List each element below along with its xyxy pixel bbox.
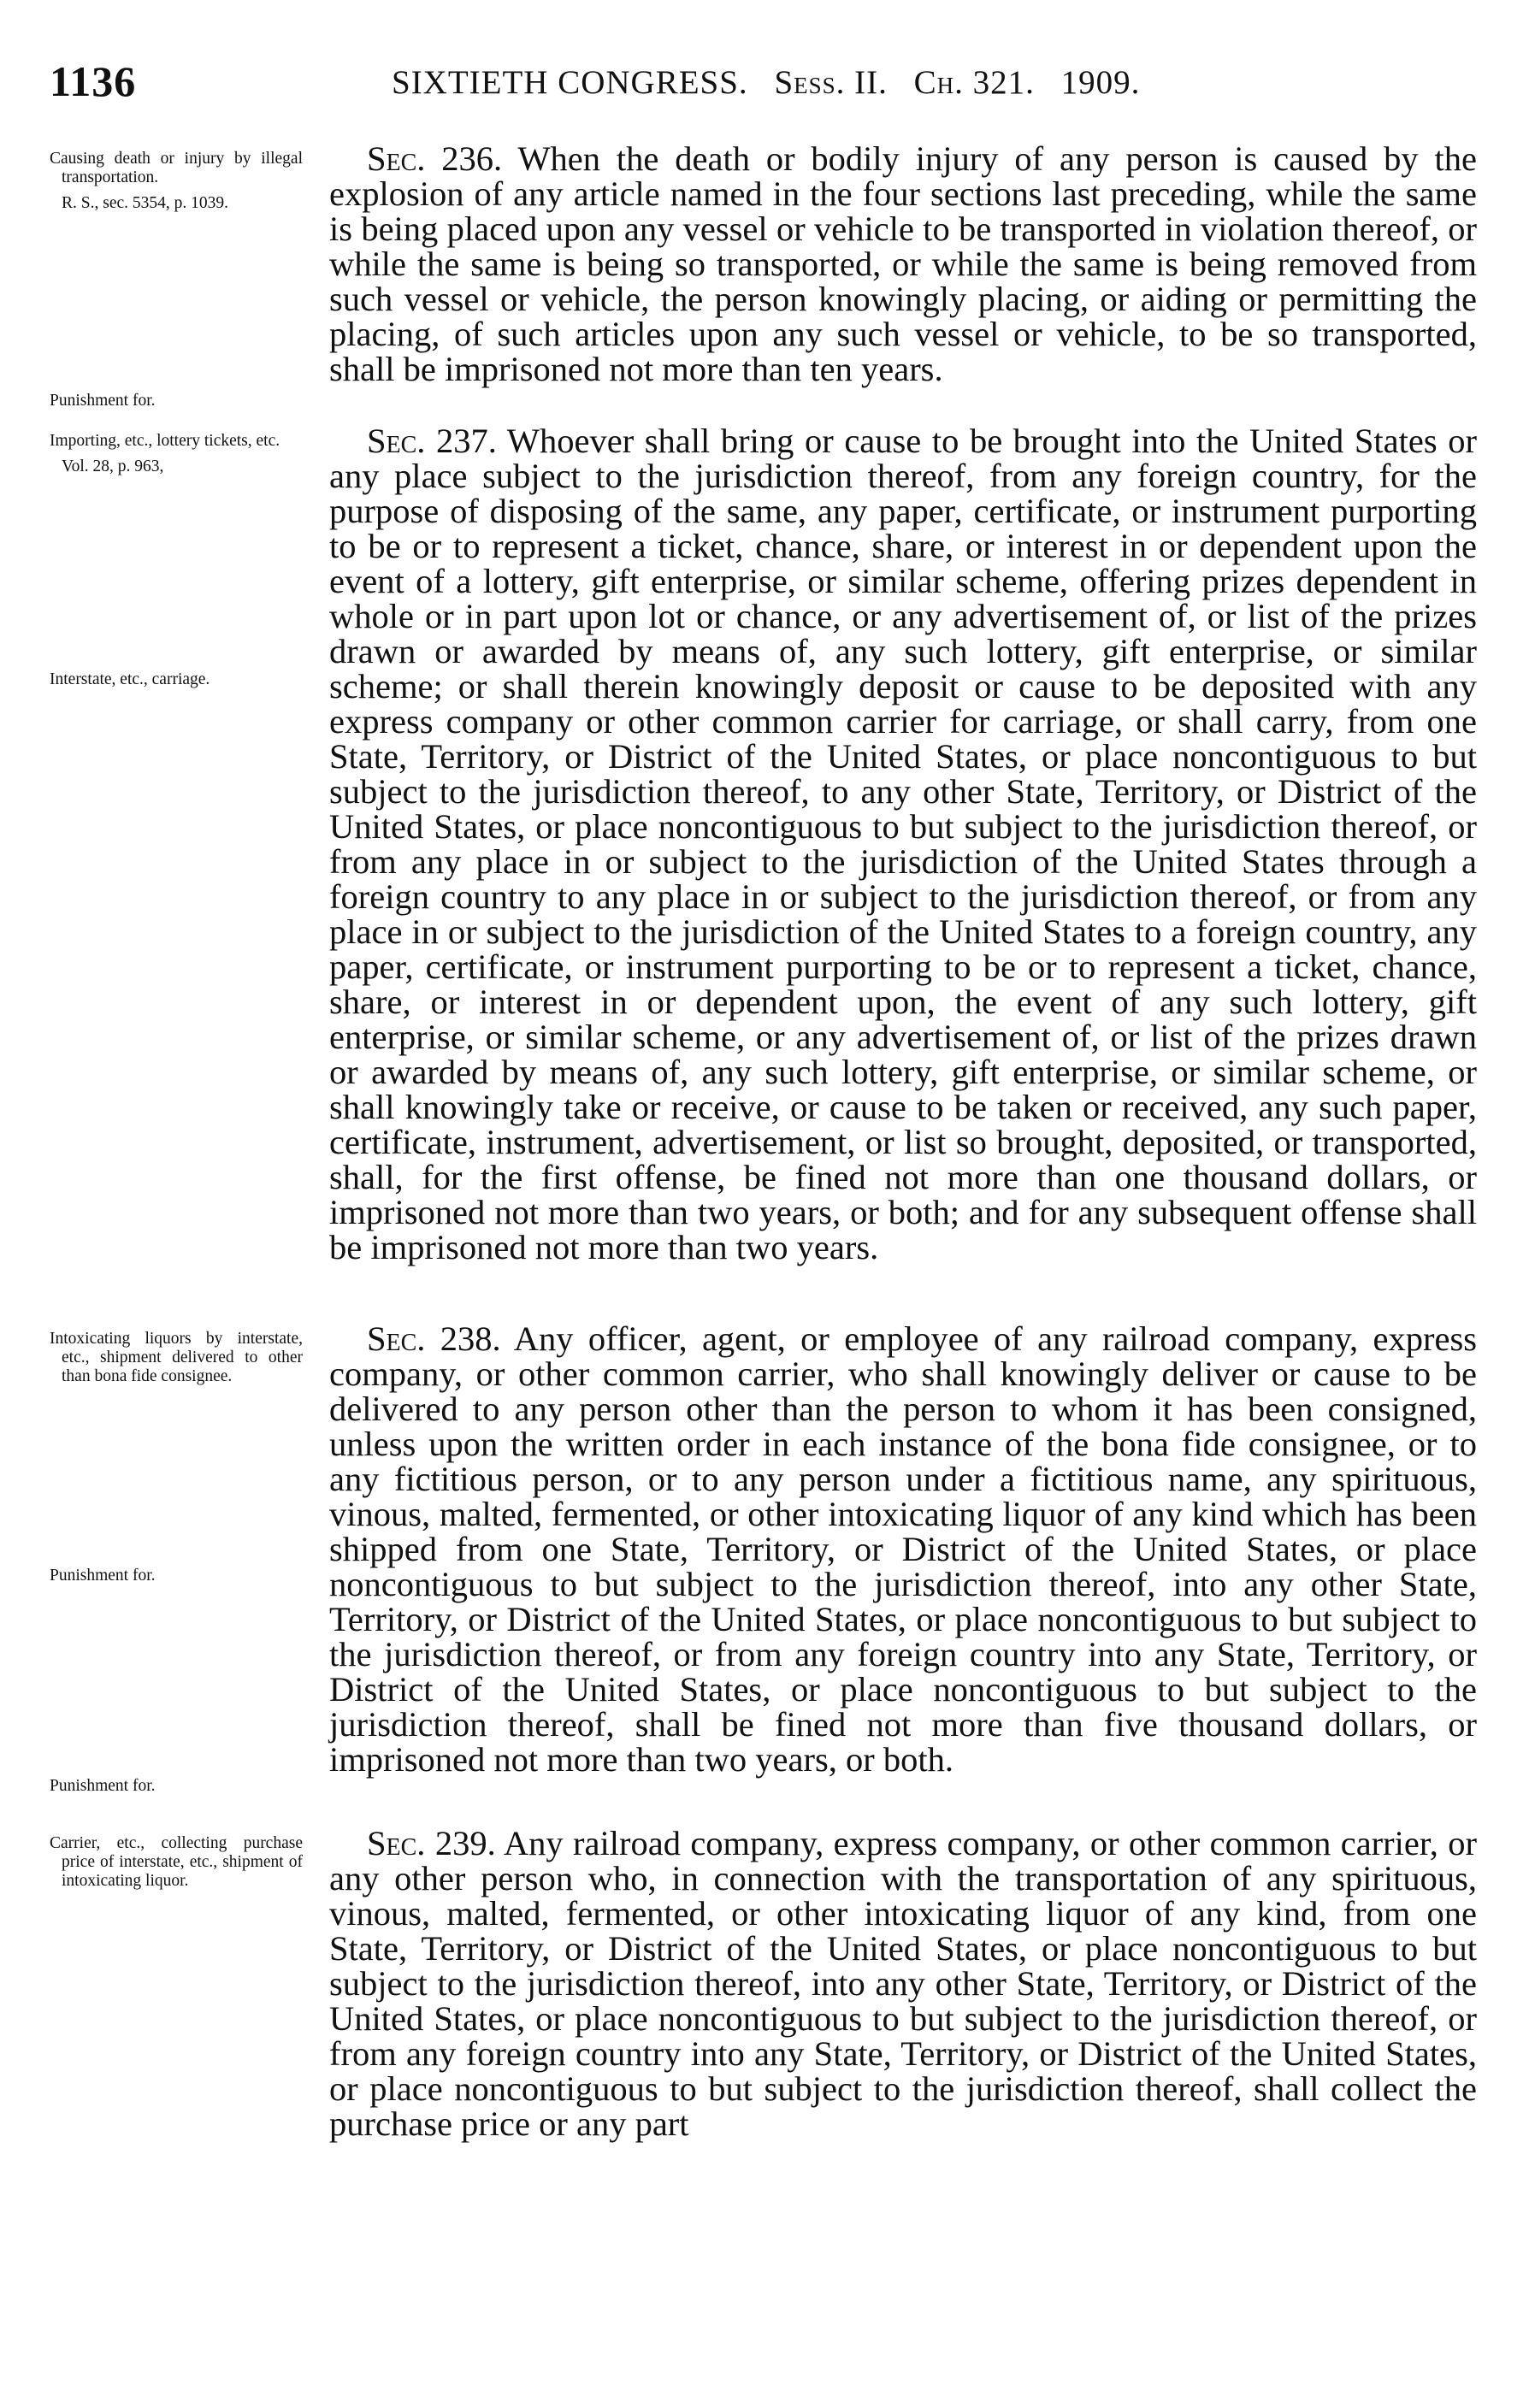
year-label: 1909. [1060,64,1141,101]
section-239 [50,1826,1478,2141]
section-body [329,423,1477,1265]
section-label: Sec. 239. [367,1824,496,1862]
session-label: Sess. II. [774,64,888,101]
section-label: Sec. 237. [367,422,497,460]
margin-note-punishment: Punishment for. [50,1777,156,1795]
margin-note-heading: Carrier, etc., collecting purchase price of interstate, etc., shipment of intoxicating liquor. [50,1834,303,1890]
section-paragraph [329,1826,1477,2141]
margin-note-heading: Causing death or injury by illegal transportation. [50,150,303,186]
running-head [392,63,1157,102]
section-text: Any railroad company, express company, or other common carrier, or any other person who, in connection with the transportation of any spirituous, vinous, malted, fermented, or other intoxicating liquor of any kind, from one State, Territory, or District of the United States, or place noncontiguous to but subject to the jurisdiction thereof, into any other State, Territory, or District of the United States, or place noncontiguous to but subject to the jurisdiction thereof, or from any foreign country into any State, Territory, or District of the United States, or place noncontiguous to but subject to the jurisdiction thereof, shall collect the purchase price or any part [329,1824,1478,2143]
margin-note-citation: R. S., sec. 5354, p. 1039. [62,194,228,212]
margin-note-punishment: Punishment for. [50,392,156,410]
margin-note-heading: Importing, etc., lottery tickets, etc. [50,432,280,450]
chapter-label: Ch. 321. [913,64,1035,101]
margin-note-punishment: Punishment for. [50,1567,156,1585]
section-body [329,141,1477,387]
margin-note-citation: Vol. 28, p. 963, [62,457,164,475]
margin-note-heading: Intoxicating liquors by interstate, etc., shipment delivered to other than bona fide consignee. [50,1330,303,1385]
page-header [50,56,1478,111]
page-body [50,141,1478,2141]
page-number: 1136 [50,57,137,105]
section-paragraph [329,141,1477,387]
section-paragraph [329,1321,1477,1777]
section-238 [50,1321,1478,1826]
section-text: When the death or bodily injury of any person is caused by the explosion of any article named in the four sections last preceding, while the same is being placed upon any vessel or vehicle to be transported in violation thereof, or while the same is being so transported, or while the same is being removed from such vessel or vehicle, the person knowingly placing, or aiding or permitting the placing, of such articles upon any such vessel or vehicle, to be so transported, shall be imprisoned not more than ten years. [329,139,1477,388]
margin-note-carriage: Interstate, etc., carriage. [50,670,210,688]
section-body [329,1321,1477,1777]
section-paragraph [329,423,1477,1265]
section-text: Whoever shall bring or cause to be brought into the United States or any place subject to the jurisdiction thereof, from any foreign country, for the purpose of disposing of the same, any paper, certificate, or instrument purporting to be or to represent a ticket, chance, share, or interest in or dependent upon the event of a lottery, gift enterprise, or similar scheme, offering prizes dependent in whole or in part upon lot or chance, or any advertisement of, or list of the prizes drawn or awarded by means of, any such lottery, gift enterprise, or similar scheme; or shall therein knowingly deposit or cause to be deposited with any express company or other common carrier for carriage, or shall carry, from one State, Territory, or District of the United States, or place noncontiguous to but subject to the jurisdiction thereof, to any other State, Territory, or District of the United States, or place noncontiguous to but subject to the jurisdiction thereof, or from any place in or subject to the jurisdiction of the United States through a foreign country to any place in or subject to the jurisdiction thereof, or from any place in or subject to the jurisdiction of the United States to a foreign country, any paper, certificate, or instrument purporting to be or to represent a ticket, chance, share, or interest in or dependent upon, the event of any such lottery, gift enterprise, or similar scheme, or any advertisement of, or list of the prizes drawn or awarded by means of, any such lottery, gift enterprise, or similar scheme, or shall knowingly take or receive, or cause to be taken or received, any such paper, certificate, instrument, advertisement, or list so brought, deposited, or transported, shall, for the first offense, be fined not more than one thousand dollars, or imprisoned not more than two years, or both; and for any subsequent offense shall be imprisoned not more than two years. [329,422,1477,1266]
margin-notes [50,1321,306,1826]
margin-notes [50,141,306,423]
section-236 [50,141,1478,423]
margin-notes [50,1826,306,1897]
section-body [329,1826,1477,2141]
congress-title: SIXTIETH CONGRESS. [392,64,748,101]
section-label: Sec. 236. [367,139,503,178]
section-text: Any officer, agent, or employee of any railroad company, express company, or other common carrier, who shall knowingly deliver or cause to be delivered to any person other than the person to whom it has been consigned, unless upon the written order in each instance of the bona fide consignee, or to any fictitious person, or to any person under a fictitious name, any spirituous, vinous, malted, fermented, or other intoxicating liquor of any kind which has been shipped from one State, Territory, or District of the United States, or place noncontiguous to but subject to the jurisdiction thereof, into any other State, Territory, or District of the United States, or place noncontiguous to but subject to the jurisdiction thereof, or from any foreign country into any State, Territory, or District of the United States, or place noncontiguous to but subject to the jurisdiction thereof, shall be fined not more than five thousand dollars, or imprisoned not more than two years, or both. [329,1319,1478,1779]
section-label: Sec. 238. [367,1319,501,1358]
